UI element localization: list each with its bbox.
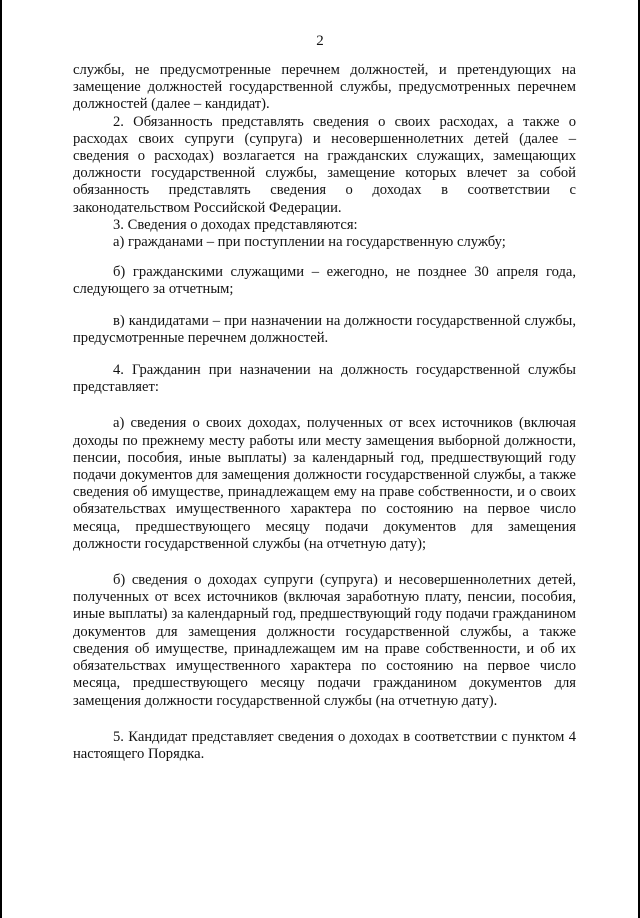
- paragraph-3c: в) кандидатами – при назначении на должности государственной службы, предусмотренные перечнем должностей.: [73, 312, 576, 346]
- paragraph-4: 4. Гражданин при назначении на должность государственной службы представляет:: [73, 362, 576, 396]
- paragraph-3b: б) гражданскими служащими – ежегодно, не позднее 30 апреля года, следующего за отчетным;: [73, 264, 576, 298]
- paragraph-continuation: службы, не предусмотренные перечнем должностей, и претендующих на замещение должностей государственной службы, предусмотренных перечнем должностей (далее – кандидат).: [73, 62, 576, 113]
- paragraph-4b: б) сведения о доходах супруги (супруга) и несовершеннолетних детей, полученных от всех источников (включая заработную плату, пенсии, пособия, иные выплаты) за календарный год, предшествующий году подачи гражданином документов для замещения должности государственной службы, а также сведения об имуществе, принадлежащем им на праве собственности, и об их обязательствах имущественного характера по состоянию на первое число месяца, предшествующего месяцу подачи гражданином документов для замещения должности государственной службы (на отчетную дату).: [73, 572, 576, 709]
- paragraph-3a: а) гражданами – при поступлении на государственную службу;: [113, 234, 506, 251]
- scan-left-edge: [0, 0, 2, 918]
- paragraph-5: 5. Кандидат представляет сведения о доходах в соответствии с пунктом 4 настоящего Порядка.: [73, 728, 576, 762]
- paragraph-4a: а) сведения о своих доходах, полученных от всех источников (включая доходы по прежнему месту работы или месту замещения выборной должности, пенсии, пособия, иные выплаты) за календарный год, предшествующий году подачи документов для замещения должности государственной службы, а также сведения об имуществе, принадлежащем ему на праве собственности, и о своих обязательствах имущественного характера по состоянию на первое число месяца, предшествующего месяцу подачи документов для замещения должности государственной службы (на отчетную дату);: [73, 415, 576, 552]
- paragraph-3: 3. Сведения о доходах представляются:: [113, 216, 358, 233]
- paragraph-2: 2. Обязанность представлять сведения о своих расходах, а также о расходах своих супруги (супруга) и несовершеннолетних детей (далее – сведения о расходах) возлагается на гражданских служащих, замещающих должности государственной службы, замещение которых влечет за собой обязанность представлять сведения о доходах в соответствии с законодательством Российской Федерации.: [73, 113, 576, 216]
- page-number: 2: [316, 33, 324, 49]
- document-body: [73, 62, 576, 763]
